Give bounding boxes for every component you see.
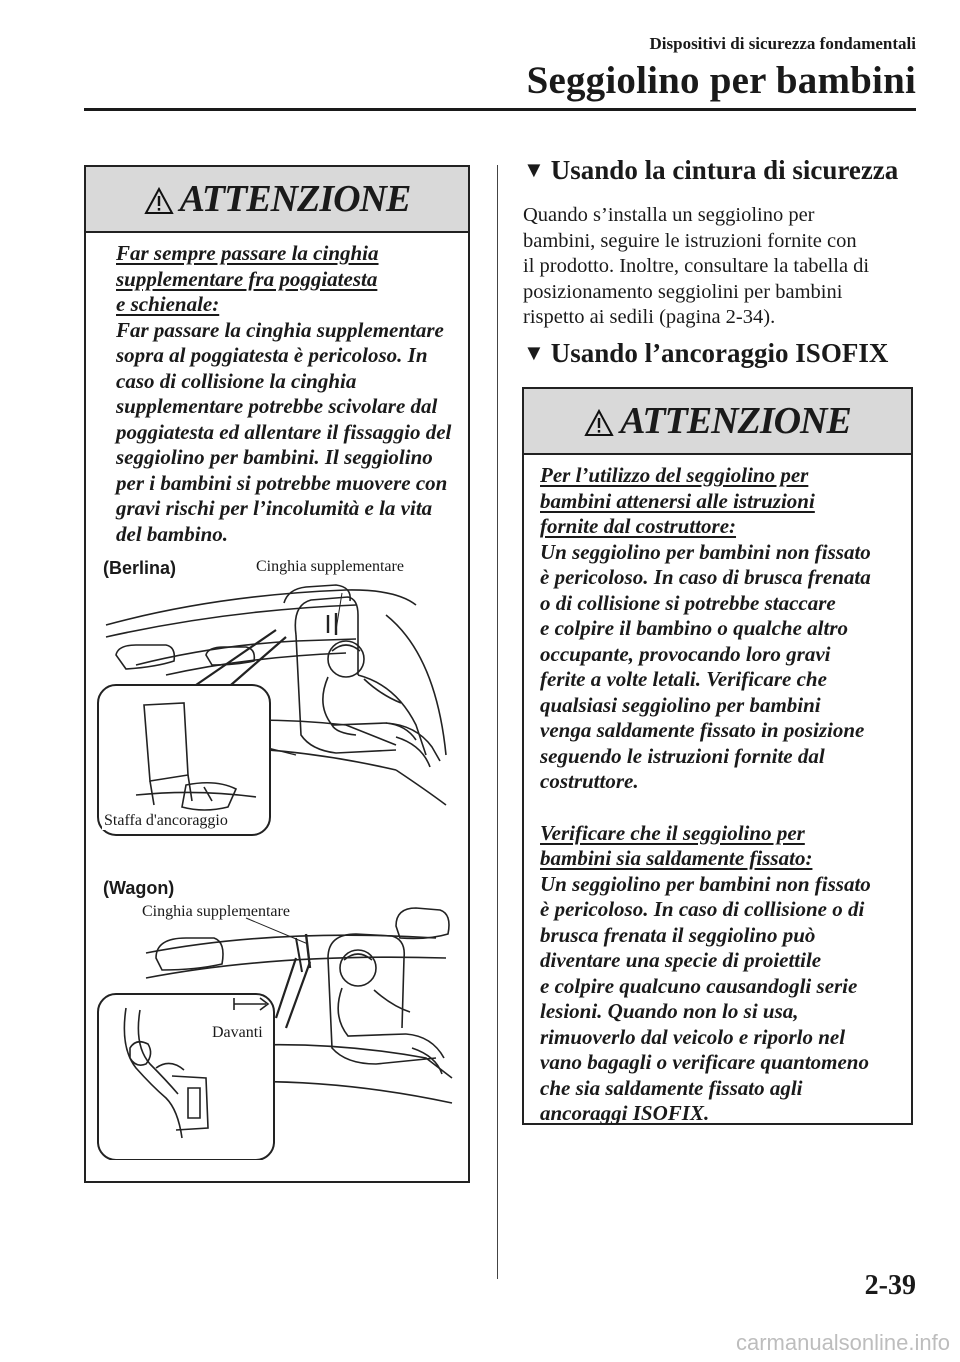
wagon-strap-label: Cinghia supplementare	[142, 903, 290, 920]
wagon-front-label: Davanti	[212, 1024, 263, 1041]
section-heading-isofix: ▼ Usando l’ancoraggio ISOFIX	[523, 338, 889, 368]
warning-header	[524, 389, 911, 455]
warning-heading-line: Far sempre passare la cinghia	[116, 241, 379, 265]
page-title: Seggiolino per bambini	[526, 59, 916, 102]
wagon-variant-label: (Wagon)	[103, 878, 175, 898]
warning-header	[86, 167, 468, 233]
sedan-variant-label: (Berlina)	[103, 558, 177, 578]
running-header-section: Dispositivi di sicurezza fondamentali	[649, 34, 916, 53]
column-divider	[497, 165, 498, 1279]
warning-label: ATTENZIONE	[620, 400, 851, 442]
warning-line: caso di collisione la cinghia	[116, 368, 357, 393]
warning-line: per i bambini si potrebbe muovere con	[116, 470, 448, 495]
warning-heading-line: e schienale:	[116, 292, 220, 316]
header-rule	[84, 108, 916, 111]
warning-text	[86, 233, 468, 547]
warning-line: del bambino.	[116, 521, 229, 546]
warning-line: Far passare la cinghia supplementare	[116, 317, 444, 342]
warning-line: gravi rischi per l’incolumità e la vita	[116, 496, 433, 520]
sedan-strap-label: Cinghia supplementare	[256, 558, 404, 575]
warning-text: Per l’utilizzo del seggiolino per bambini attenersi alle istruzioni fornite dal costruttore: Un seggiolino per bambini non fissato è pericoloso. In caso di brusca frenata o di collisione si potrebbe staccare e colpire il bambino o qualche altro occupante, provocando loro gravi ferite a volte letali. Verificare che qualsiasi seggiolino per bambini venga saldamente fissato in posizione seguendo le istruzioni fornite dal costruttore. Verificare che il seggiolino per bambini sia saldamente fissato: Un seggiolino per bambini non fissato è pericoloso. In caso di collisione o di brusca frenata il seggiolino può diventare una specie di proiettile e colpire qualcuno causandogli serie lesioni. Quando non lo si usa, rimuoverlo dal veicolo e riporlo nel vano bagagli o verificare quantomeno che sia saldamente fissato agli ancoraggi ISOFIX.	[540, 463, 871, 1125]
page-number: 2-39	[864, 1270, 916, 1301]
sedan-bracket-label: Staffa d'ancoraggio	[104, 812, 228, 829]
section-triangle-icon: ▼	[523, 340, 545, 365]
warning-label: ATTENZIONE	[179, 178, 411, 220]
warning-triangle-icon	[144, 187, 174, 215]
warning-line: supplementare potrebbe scivolare dal	[116, 394, 438, 418]
warning-line: poggiatesta ed allentare il fissaggio del	[116, 419, 452, 444]
watermark: carmanualsonline.info	[735, 1330, 950, 1355]
warning-line: seggiolino per bambini. Il seggiolino	[116, 445, 433, 469]
warning-line: sopra al poggiatesta è pericoloso. In	[116, 343, 428, 367]
warning-triangle-icon	[584, 409, 614, 437]
sedan-child-seat-illustration	[96, 575, 460, 840]
warning-heading-line: supplementare fra poggiatesta	[116, 266, 378, 291]
section-heading-seat-belt: ▼ Usando la cintura di sicurezza	[523, 155, 899, 185]
wagon-child-seat-illustration	[96, 898, 460, 1160]
seat-belt-paragraph: Quando s’installa un seggiolino per bambini, seguire le istruzioni fornite con il prodotto. Inoltre, consultare la tabella di posizionamento seggiolini per bambini rispetto ai sedili (pagina 2-34).	[523, 204, 870, 328]
section-triangle-icon: ▼	[523, 157, 545, 182]
right-warning-box	[522, 387, 913, 1125]
